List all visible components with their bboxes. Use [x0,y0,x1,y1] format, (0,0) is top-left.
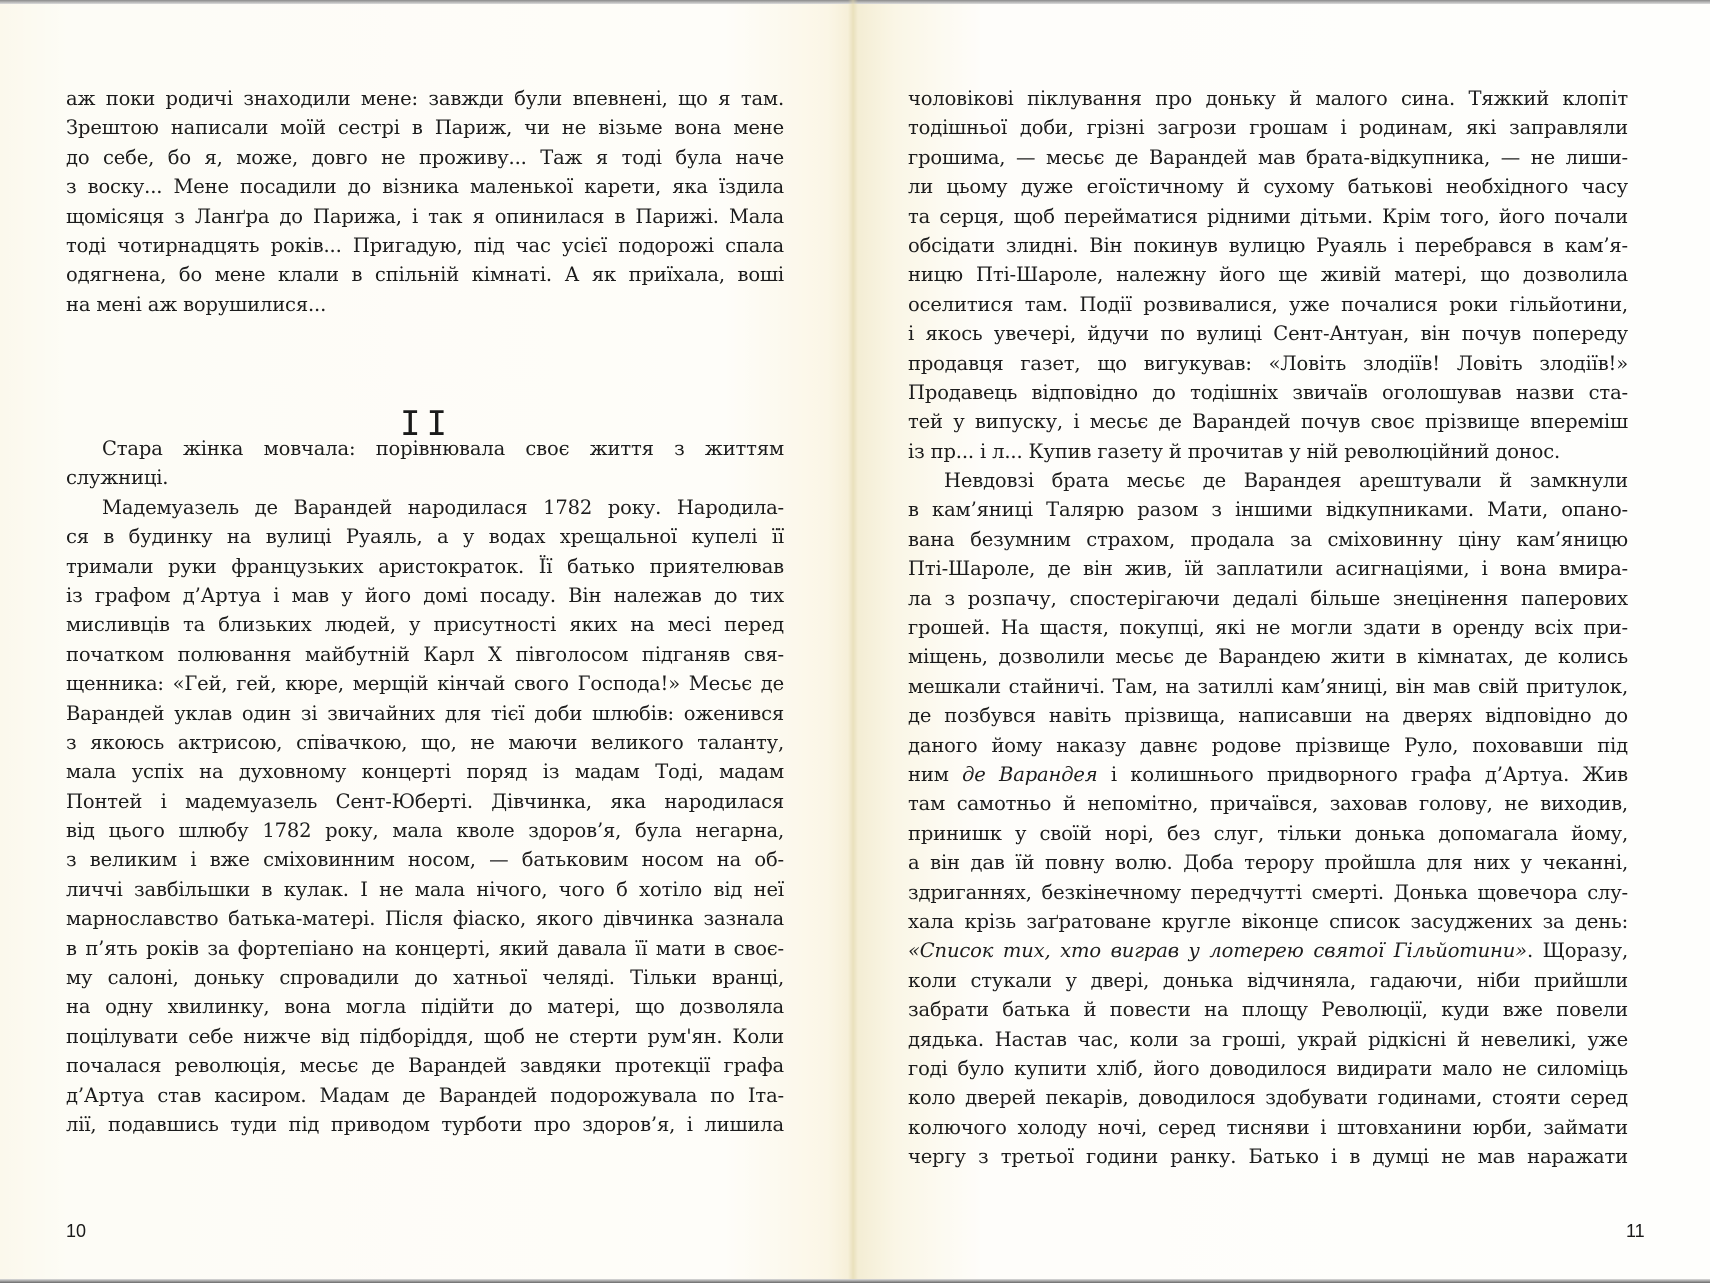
text-line: щомісяця з Ланґра до Парижа, і так я опинилася в Парижі. Мала [66,204,784,228]
text-line: а він дав їй повну волю. Доба терору пройшла для них у чеканні, [908,851,1628,875]
text-line: обсідати злидні. Він покинув вулицю Руаяль і перебрався в кам’я- [908,233,1628,257]
text-line: личчі завбільшки в кулак. І не мала нічого, чого б хотіло від неї [66,877,784,901]
text-line: на мені аж ворушилися... [66,292,327,316]
text-line: чоловікові піклування про доньку й малого сина. Тяжкий клопіт [908,87,1628,110]
text-line: принишк у своїй норі, без слуг, тільки донька допомагала йому, [908,821,1628,845]
text-line: від цього шлюбу 1782 року, мала кволе здоров’я, була негарна, [66,819,784,843]
text-line: мала успіх на духовному концерті поряд із мадам Тоді, мадам [66,760,784,784]
text-line: лії, подавшись туди під приводом турботи про здоров’я, і лишила [66,1112,784,1136]
text-line: в п’ять років за фортепіано на концерті, який давала її мати в своє- [66,936,784,960]
page-number-right: 11 [1626,1221,1645,1241]
text-line: продавця газет, що вигукував: «Ловіть злодіїв! Ловіть злодіїв!» [908,351,1628,375]
text-segment: ним [908,762,963,786]
text-line: в кам’яниці Талярю разом з іншими відкупниками. Мати, опано- [908,498,1628,522]
text-line [908,760,1628,789]
text-line: вана безумним страхом, продала за сміховинну ціну кам’яницю [908,527,1628,551]
text-line: коли стукали у двері, донька відчиняла, гадаючи, ніби прийшли [908,968,1628,992]
text-line: Понтей і мадемуазель Сент-Юберті. Дівчинка, яка народилася [66,789,784,813]
text-line: тей у випуску, і месьє де Варандей почув своє прізвище впереміш [908,410,1628,434]
text-line: ли цьому дуже егоїстичному й сухому батькові необхідного часу [908,175,1628,199]
text-line: щенника: «Гей, гей, кюре, мерщій кінчай свого Господа!» Месьє де [66,672,784,696]
text-line: дядька. Настав час, коли за гроші, украй рідкісні й невеликі, уже [908,1027,1628,1051]
text-line [908,936,1628,965]
text-line: годі було купити хліб, його доводилося видирати мало не силоміць [908,1056,1628,1080]
right-page [853,4,1710,1279]
text-line: до себе, бо я, може, довго не проживу... Таж я тоді була наче [66,145,784,169]
text-line: Продавець відповідно до тодішніх звичаїв оголошував назви ста- [908,380,1628,404]
text-line: тоді чотирнадцять років... Пригадую, під час усієї подорожі спала [66,233,784,257]
text-line: Зрештою написали моїй сестрі в Париж, чи не візьме вона мене [66,116,784,140]
text-line: служниці. [66,466,169,490]
text-line: мисливців та близьких людей, у присутності яких на месі перед [66,613,784,637]
text-line: поцілувати себе нижче від підборіддя, щоб не стерти рум'ян. Коли [66,1024,784,1048]
text-line: хала крізь заґратоване кругле віконце список засуджених за день: [908,909,1628,933]
text-line: мешкали стайничі. Там, на затиллі кам’яниці, він мав свій притулок, [908,674,1628,698]
book-spine-gutter [848,0,858,1283]
text-line: і якось увечері, йдучи по вулиці Сент-Антуан, він почув попереду [908,322,1628,346]
text-line: му салоні, доньку спровадили до хатньої челяді. Тільки вранці, [66,966,784,990]
text-line: із графом д’Артуа і мав у його домі посаду. Він належав до тих [66,583,784,607]
text-line: грошей. На щастя, покупці, які не могли здати в оренду всіх при- [908,616,1628,640]
text-line: забрати батька й повести на площу Революції, куди вже повели [908,998,1628,1022]
text-line: де позбувся навіть прізвища, написавши на дверях відповідно до [908,704,1628,728]
text-line: аж поки родичі знаходили мене: завжди були впевнені, що я там. [66,87,784,110]
text-segment: . Щоразу, [1526,939,1628,963]
text-line: ла з розпачу, спостерігаючи дедалі більше знецінення паперових [908,586,1628,610]
text-line: та серця, щоб перейматися рідними дітьми. Крім того, його почали [908,204,1628,228]
text-line: з воску... Мене посадили до візника маленької карети, яка їздила [66,175,784,199]
text-line: Стара жінка мовчала: порівнювала своє життя з життям [102,437,784,460]
text-line: чергу з третьої години ранку. Батько і в думці не мав наражати [908,1145,1628,1169]
text-line: тодішньої доби, грізні загрози грошам і родинам, які заправляли [908,116,1628,140]
text-line: оселитися там. Події розвивалися, уже почалися роки гільйотини, [908,292,1628,316]
text-line: міщень, дозволили месьє де Варандею жити в кімнатах, де колись [908,645,1628,669]
right-body-text [908,84,1628,1171]
page-number-left: 10 [66,1221,87,1241]
text-line: ницю Пті-Шароле, належну його ще живій матері, що дозволила [908,263,1628,287]
text-line: коло дверей пекарів, доводилося здобувати годинами, стояти серед [908,1086,1628,1110]
left-intro-paragraph [66,84,784,319]
text-segment: і колишнього придворного графа д’Артуа. Жив [1097,762,1628,786]
text-line: ся в будинку на вулиці Руаяль, а у водах хрещальної купелі її [66,525,784,549]
text-line: початком полювання майбутній Карл X півголосом підганяв свя- [66,642,784,666]
text-line: марнославство батька-матері. Після фіаско, якого дівчинка зазнала [66,907,784,931]
text-line: д’Артуа став касиром. Мадам де Варандей подорожувала по Іта- [66,1083,784,1107]
text-line: здриганнях, безкінечному передчутті смерті. Донька щовечора слу- [908,880,1628,904]
text-line: тримали руки французьких аристократок. Її батько приятелював [66,554,784,578]
text-line: грошима, — месьє де Варандей мав брата-відкупника, — не лиши- [908,145,1628,169]
text-line: Мадемуазель де Варандей народилася 1782 року. Народила- [102,495,784,519]
left-body-text [66,434,784,1139]
chapter-heading: II [400,404,453,444]
italic-text: «Список тих, хто виграв у лотерею святої Гільйотини» [908,939,1527,963]
text-line: колючого холоду ночі, серед тисняви і штовханини юрби, займати [908,1115,1628,1139]
text-line: з якоюсь актрисою, співачкою, що, не маючи великого таланту, [66,730,784,754]
text-line: на одну хвилинку, вона могла підійти до матері, що дозволяла [66,995,784,1019]
text-line: одягнена, бо мене клали в спільній кімнаті. А як приїхала, воші [66,263,784,287]
left-page [0,4,853,1279]
text-line: із пр... і л... Купив газету й прочитав у ній революційний донос. [908,439,1561,463]
scan-bottom-edge [0,1279,1710,1283]
text-line: Невдовзі брата месьє де Варандея арештували й замкнули [944,469,1628,493]
text-line: Пті-Шароле, де він жив, їй заплатили асигнаціями, і вона вмира- [908,557,1628,581]
text-line: почалася революція, месьє де Варандей завдяки протекції графа [66,1054,784,1078]
text-line: даного йому наказу давнє родове прізвище Руло, поховавши під [908,733,1628,757]
italic-text: де Варандея [962,762,1098,786]
text-line: там самотньо й непомітно, причаївся, заховав голову, не виходив, [908,792,1628,816]
text-line: з великим і вже сміховинним носом, — батьковим носом на об- [66,848,784,872]
text-line: Варандей уклав один зі звичайних для тієї доби шлюбів: оженився [66,701,784,725]
